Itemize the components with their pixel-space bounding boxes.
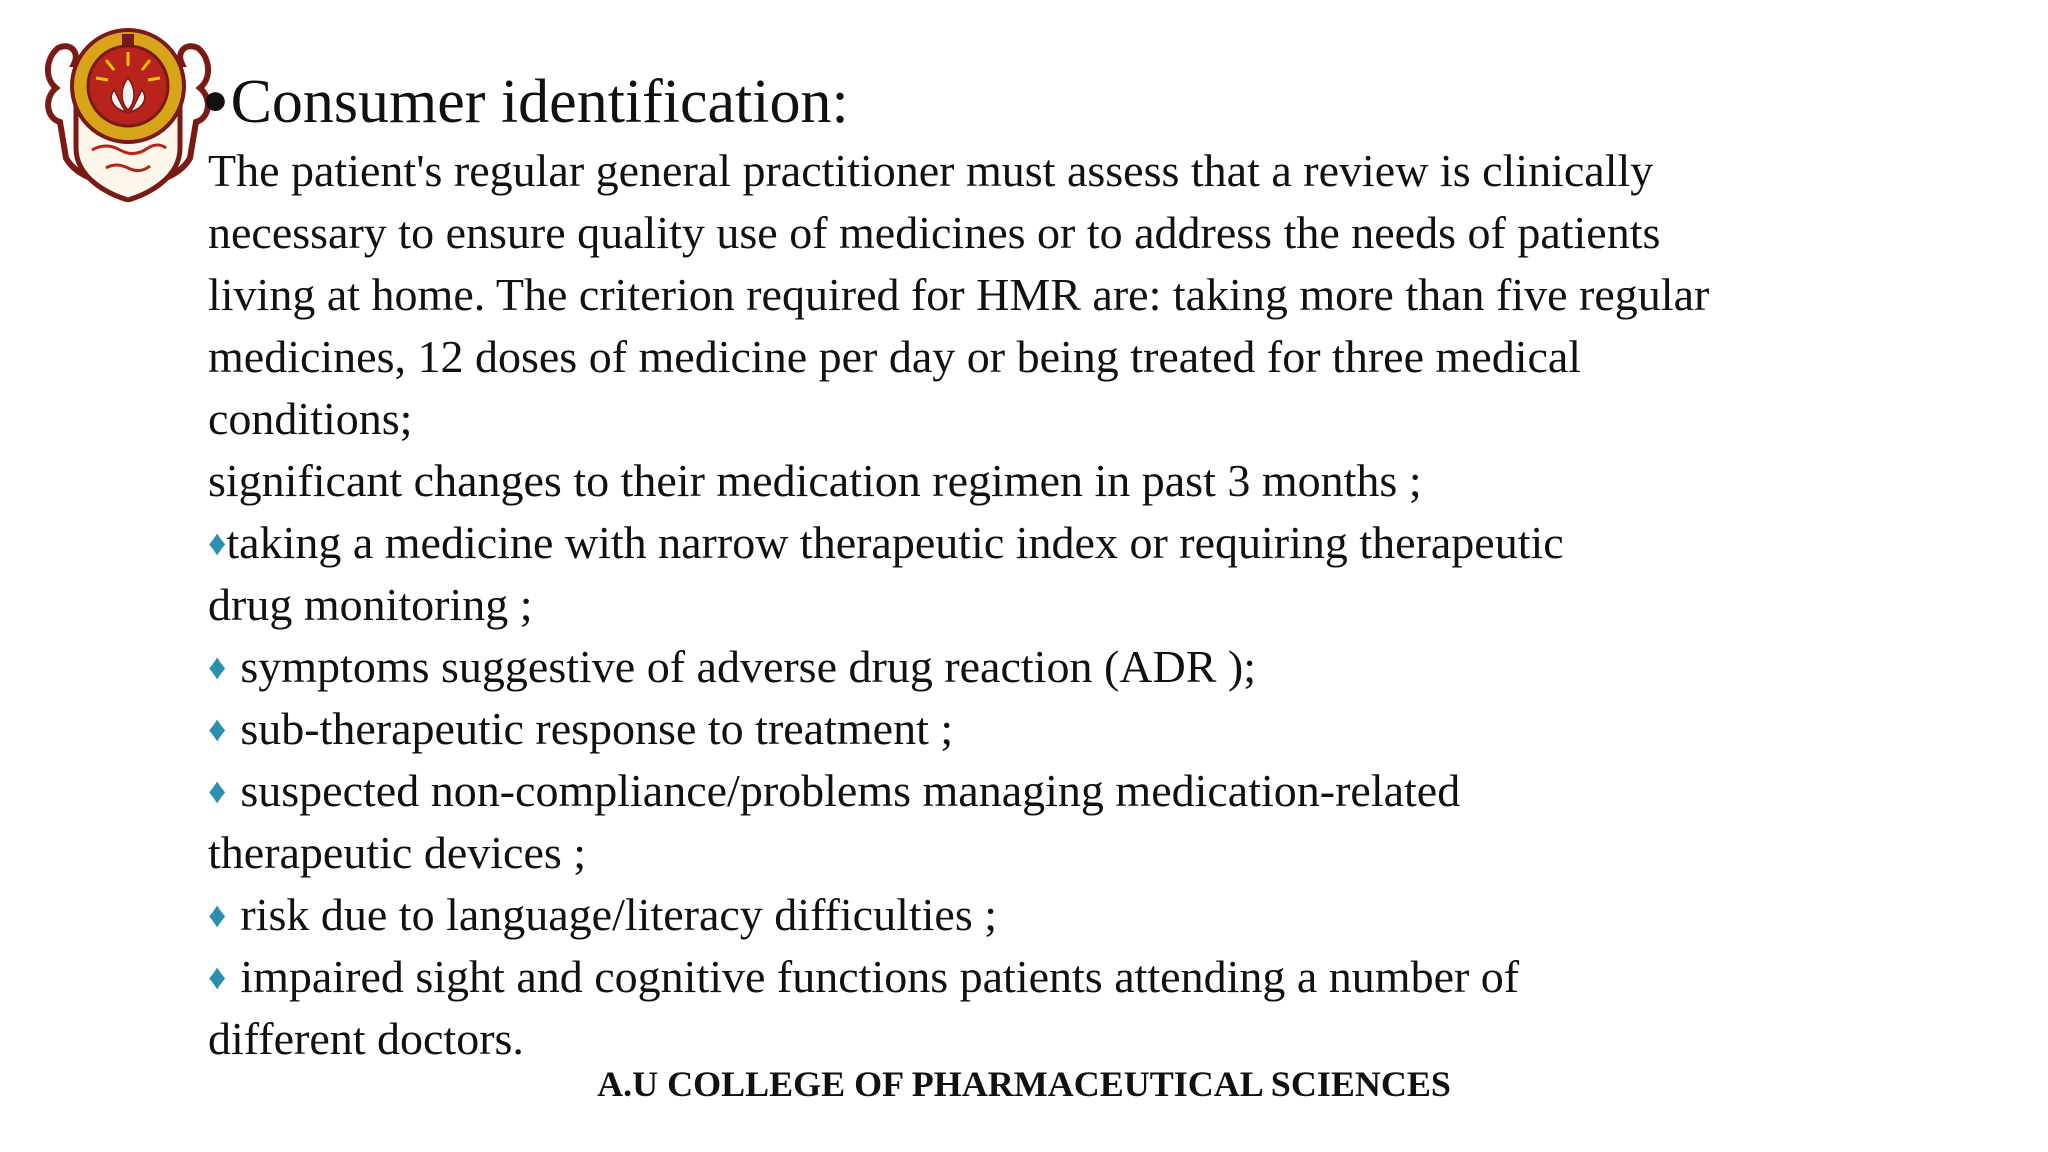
college-footer: A.U COLLEGE OF PHARMACEUTICAL SCIENCES (597, 1064, 1451, 1104)
bullet-item (208, 760, 2008, 822)
slide-title (202, 62, 2008, 140)
title-bullet: ● (202, 75, 229, 124)
paragraph-line: conditions; (208, 393, 413, 444)
bullet-item (208, 884, 2008, 946)
bullet-item (208, 698, 2008, 760)
bullet-text: suspected non-compliance/problems managing medication-related (240, 765, 1461, 816)
diamond-bullet-icon: ♦ (208, 771, 227, 811)
paragraph-line: medicines, 12 doses of medicine per day or being treated for three medical (208, 331, 1582, 382)
bullet-text: impaired sight and cognitive functions patients attending a number of (240, 951, 1520, 1002)
bullet-continuation: different doctors. (208, 1013, 524, 1064)
bullet-continuation: drug monitoring ; (208, 579, 533, 630)
diamond-bullet-icon: ♦ (208, 523, 227, 563)
paragraph-line: living at home. The criterion required for HMR are: taking more than five regular (208, 269, 1710, 320)
paragraph-line: necessary to ensure quality use of medicines or to address the needs of patients (208, 207, 1661, 258)
paragraph-line: significant changes to their medication regimen in past 3 months ; (208, 455, 1422, 506)
title-text: Consumer identification: (230, 68, 849, 136)
paragraph-line: The patient's regular general practitioner must assess that a review is clinically (208, 145, 1654, 196)
bullet-text: sub-therapeutic response to treatment ; (240, 703, 954, 754)
diamond-bullet-icon: ♦ (208, 709, 227, 749)
diamond-bullet-icon: ♦ (208, 957, 227, 997)
bullet-text: symptoms suggestive of adverse drug reaction (ADR ); (240, 641, 1256, 692)
bullet-item (208, 946, 2008, 1008)
bullet-text: taking a medicine with narrow therapeutic index or requiring therapeutic (226, 517, 1564, 568)
slide-body (202, 62, 2008, 1070)
diamond-bullet-icon: ♦ (208, 647, 227, 687)
university-emblem-logo (36, 18, 220, 202)
bullet-item (208, 512, 2008, 574)
bullet-item (208, 636, 2008, 698)
bullet-text: risk due to language/literacy difficulties ; (240, 889, 998, 940)
bullet-continuation: therapeutic devices ; (208, 827, 587, 878)
diamond-bullet-icon: ♦ (208, 895, 227, 935)
